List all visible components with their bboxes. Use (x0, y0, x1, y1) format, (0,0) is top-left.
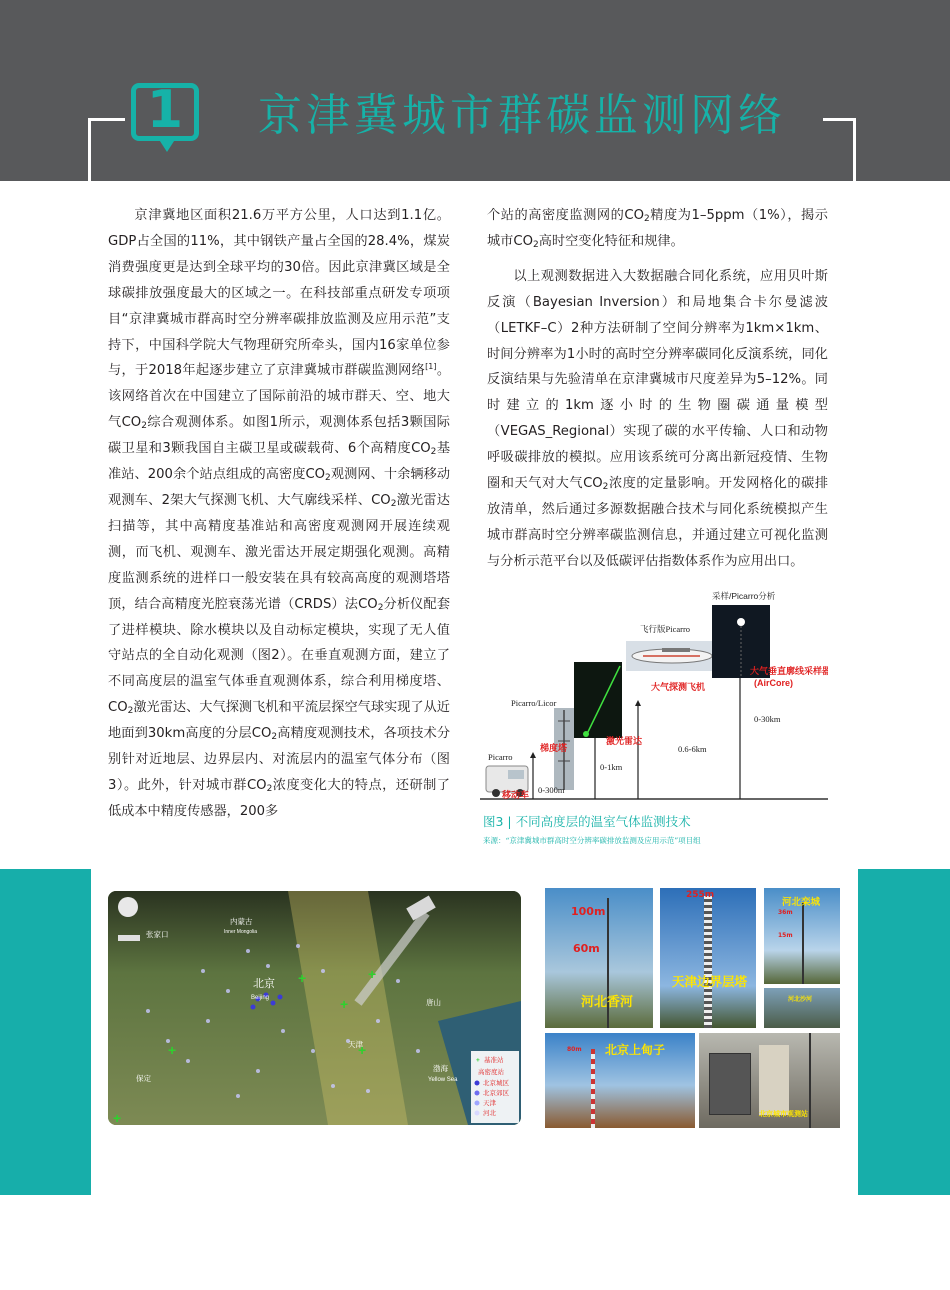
section-title: 京津冀城市群碳监测网络 (258, 90, 786, 141)
svg-text:+: + (298, 970, 307, 986)
label-flight-picarro: 飞行版Picarro (640, 624, 691, 634)
figure-3-caption: 图3 | 不同高度层的温室气体监测技术 (483, 814, 691, 829)
paragraph-text: 。该网络首次在中国建立了国际前沿的城市群天、空、地大气CO (108, 363, 451, 431)
svg-text:+: + (168, 1042, 177, 1058)
map-svg (108, 891, 521, 1125)
subscript: 2 (266, 783, 273, 794)
subscript: 2 (643, 214, 650, 224)
paragraph-text: 浓度的定量影响。开发网格化的碳排放清单，然后通过多源数据融合技术与同化系统模拟产生城市群高时空分辨率碳监测信息，并通过建立可视化监测与分析示范平台以及低碳评估指数体系作为应用出口。 (487, 476, 829, 569)
svg-text:+: + (358, 1042, 367, 1058)
paragraph-text: 高精度观测技术，各项技术分别针对近地层、边界层内、对流层内的温室气体分布（图3）。此外，针对城市群CO (108, 726, 451, 793)
subscript: 2 (430, 447, 437, 458)
photo-beijing-lab (699, 1033, 840, 1128)
subscript: 2 (602, 482, 609, 493)
label-aircore: 大气垂直廓线采样器 (750, 666, 828, 676)
paragraph-text: 综合观测体系。如图1所示，观测体系包括3颗国际碳卫星和3颗我国自主碳卫星或碳载荷、6个高精度CO (108, 415, 450, 457)
figure-2-source: 来源：“京津冀城市群高时空分辨率碳排放监测及应用示范”项目组 (546, 1181, 764, 1190)
subscript: 2 (325, 473, 331, 484)
label-36m: 36m (778, 909, 793, 916)
map-label-beijing: 北京 (253, 978, 275, 990)
svg-text:+: + (340, 996, 349, 1012)
legend-suburb: 北京郊区 (483, 1090, 509, 1097)
label-sampling: 采样/Picarro分析 (712, 591, 776, 601)
altitude-diagram-svg (480, 586, 828, 802)
subscript: 2 (271, 732, 278, 743)
label-aircore-en: (AirCore) (754, 678, 794, 688)
balloon-icon (118, 897, 138, 917)
subscript: 2 (564, 1165, 571, 1175)
label-picarro-licor: Picarro/Licor (511, 698, 557, 708)
body-column-right (487, 203, 828, 575)
map-label-tangshan: 唐山 (426, 998, 441, 1007)
paragraph-text: 高时空变化特征和规律。 (538, 233, 684, 249)
aircraft-icon (118, 935, 140, 941)
photo-tianjin-tower (660, 888, 756, 1028)
svg-text:+: + (368, 966, 377, 982)
map-label-baoding: 保定 (136, 1074, 151, 1083)
paragraph-text: 浓度变化大的特点，还研制了低成本中精度传感器，200多 (108, 777, 450, 819)
label-mobile-van: 移动车 (502, 790, 530, 800)
label-shangdianzi: 北京上甸子 (605, 1043, 666, 1057)
caption-text: CO (546, 1158, 565, 1173)
figure-3-altitude-diagram (480, 586, 828, 802)
label-aircraft: 大气探测飞机 (651, 682, 706, 692)
label-gradient-tower: 梯度塔 (540, 743, 568, 753)
label-picarro: Picarro (488, 752, 513, 762)
subscript: 2 (532, 239, 539, 250)
figure-2-caption-line1: 图2 | 京津冀碳监测项目高精度基准站外景及 (546, 1139, 792, 1154)
paragraph-text: 京津冀地区面积21.6万平方公里，人口达到1.1亿。GDP占全国的11%，其中钢铁产量占全国的28.4%，煤炭消费强度更是达到全球平均的30倍。因此京津冀区域是全球碳排放强度最大的区域之一。在科技部重点研发专项项目“京津冀城市群高时空分辨率碳排放监测及应用示范”支持下，中国科学院大气物理研究所牵头，国内16家单位参与，于2018年起逐步建立了京津冀城市群碳监测网络 (108, 208, 450, 379)
subscript: 2 (127, 706, 134, 717)
figure-1-source: 来源：“京津冀城市群高时空分辨率碳排放监测及应用示范”项目组 (112, 1161, 330, 1170)
map-label-neimenggu: 内蒙古 (230, 917, 253, 926)
subscript: 2 (390, 498, 397, 509)
map-label-zhangjiakou: 张家口 (146, 930, 169, 939)
body-column-left (108, 203, 450, 825)
photo-shangdianzi-tower (545, 1033, 695, 1128)
label-height-1km: 0-1km (600, 762, 623, 772)
subscript: 2 (377, 602, 384, 613)
header-banner (0, 0, 950, 181)
label-100m: 100m (571, 905, 606, 918)
label-80m: 80m (567, 1046, 582, 1053)
legend-hebei: 河北 (483, 1110, 496, 1117)
map-label-tianjin: 天津 (348, 1040, 363, 1049)
legend-urban: 北京城区 (483, 1080, 509, 1087)
label-lidar: 激光雷达 (606, 736, 643, 746)
section-number: 1 (146, 80, 184, 140)
paragraph-text: 个站的高密度监测网的CO (487, 208, 644, 223)
figure-1-caption: 图1 | 京津冀碳监测项目综合监测体系示意图 (112, 1139, 358, 1154)
figure-3-source: 来源：“京津冀城市群高时空分辨率碳排放监测及应用示范”项目组 (483, 836, 701, 845)
label-beijing-lab: 北京城市观测站 (759, 1110, 808, 1118)
label-hebei-small: 河北沙河 (788, 996, 813, 1003)
map-label-bohai: 渤海 (433, 1064, 448, 1073)
legend-station: 基准站 (484, 1057, 504, 1064)
label-255m: 255m (686, 890, 715, 900)
label-15m: 15m (778, 932, 793, 939)
paragraph-text: 激光雷达、大气探测飞机和平流层探空气球实现了从近地面到30km高度的分层CO (108, 700, 450, 742)
legend-tianjin: 天津 (483, 1100, 496, 1107)
map-label-inner-mongolia: Inner Mongolia (224, 929, 258, 935)
label-luancheng: 河北栾城 (782, 897, 821, 908)
label-tianjin-tower: 天津边界层塔 (672, 974, 748, 989)
photo-hebei-small (764, 988, 840, 1028)
svg-text:+: + (113, 1110, 122, 1125)
paragraph-text: 分析仪配套了进样模块、除水模块以及自动标定模块，实现了无人值守站点的全自动化观测（图2）。在垂直观测方面，建立了不同高度层的温室气体垂直观测体系，综合利用梯度塔、CO (108, 596, 451, 716)
right-bracket-decoration (823, 118, 856, 181)
figure-1-map (108, 891, 521, 1125)
label-60m: 60m (573, 942, 600, 955)
paragraph-text: 激光雷达扫描等，其中高精度基准站和高密度观测网开展连续观测，而飞机、观测车、激光雷达开展定期强化观测。高精度监测系统的进样口一般安装在具有较高高度的观测塔塔顶，结合高精度光腔衰荡光谱（CRDS）法CO (108, 492, 450, 612)
photo-xianghe-tower (545, 888, 653, 1028)
label-height-300m: 0-300m (538, 785, 565, 795)
paragraph-text: 以上观测数据进入大数据融合同化系统，应用贝叶斯反演（Bayesian Inversion）和局地集合卡尔曼滤波（LETKF–C）2种方法研制了空间分辨率为1km×1km、时间分辨率为1小时的高时空分辨率碳同化反演系统，同化反演结果与先验清单在京津冀城市尺度差异为5–12%。同时建立的1km逐小时的生物圈碳通量模型（VEGAS_Regional）实现了碳的水平传输、人口和动物呼吸碳排放的模拟。应用该系统可分离出新冠疫情、生物圈和天气对大气CO (487, 268, 828, 492)
map-label-yellow-sea: Yellow Sea (428, 1077, 458, 1083)
label-height-6km: 0.6-6km (678, 744, 707, 754)
map-label-beijing-en: Beijing (251, 995, 270, 1001)
svg-text:+: + (476, 1057, 480, 1064)
legend-dense: 高密度站 (478, 1069, 504, 1076)
citation-ref: [1] (425, 362, 437, 372)
label-height-30km: 0-30km (754, 714, 781, 724)
subscript: 2 (141, 421, 147, 432)
paragraph-text: 观测网、十余辆移动观测车、2架大气探测飞机、大气廓线采样、CO (108, 467, 451, 508)
figure-2-caption-line2 (546, 1157, 658, 1175)
paragraph-text: 精度为1–5ppm（1%），揭示城市CO (487, 208, 828, 249)
left-bracket-decoration (88, 118, 125, 181)
lidar-photo (574, 662, 622, 738)
label-xianghe: 河北香河 (581, 995, 634, 1010)
caption-text: 高精度观测系统 (570, 1158, 658, 1173)
photo-luancheng-tower (764, 888, 840, 984)
paragraph-text: 基准站、200余个站点组成的高密度CO (108, 441, 451, 483)
